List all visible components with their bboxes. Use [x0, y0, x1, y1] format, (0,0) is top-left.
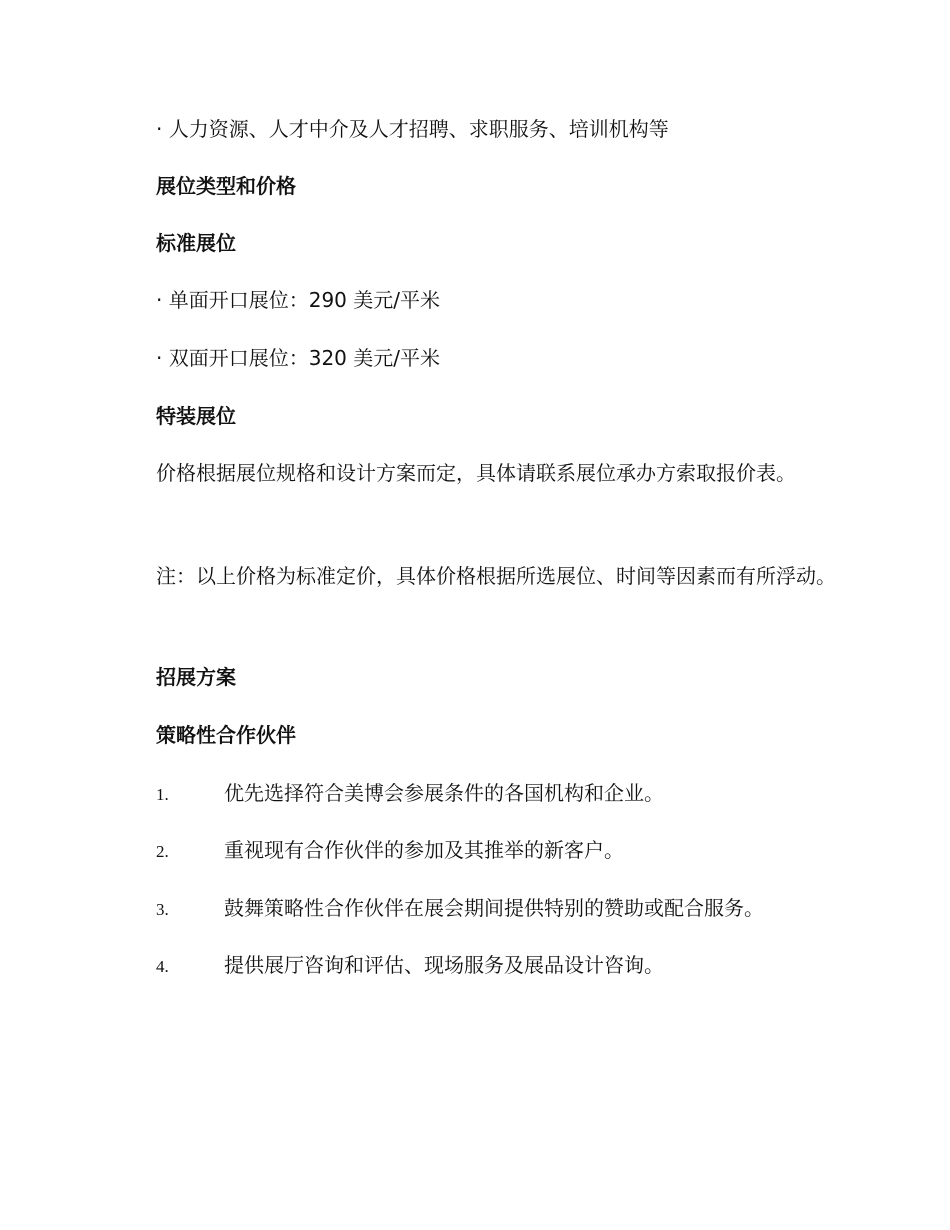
standard-booth-title: 标准展位 [156, 231, 236, 255]
numbered-list-item [156, 894, 764, 924]
booth-section-title: 展位类型和价格 [156, 174, 296, 198]
list-item-text: 提供展厅咨询和评估、现场服务及展品设计咨询。 [224, 953, 664, 977]
list-item-text: 重视现有合作伙伴的参加及其推举的新客户。 [224, 838, 624, 862]
recruit-section-title: 招展方案 [156, 665, 236, 689]
list-item-text: 鼓舞策略性合作伙伴在展会期间提供特别的赞助或配合服务。 [224, 896, 764, 920]
numbered-list-item [156, 951, 664, 981]
special-booth-description: 价格根据展位规格和设计方案而定，具体请联系展位承办方索取报价表。 [156, 461, 796, 485]
price-note: 注：以上价格为标准定价，具体价格根据所选展位、时间等因素而有所浮动。 [156, 564, 836, 588]
list-number: 2. [156, 842, 169, 861]
standard-booth-item-double: · 双面开口展位：320 美元/平米 [156, 346, 440, 370]
list-item-text: 优先选择符合美博会参展条件的各国机构和企业。 [224, 781, 664, 805]
list-number: 3. [156, 900, 169, 919]
special-booth-title: 特装展位 [156, 404, 236, 428]
numbered-list-item [156, 779, 664, 809]
partner-subtitle: 策略性合作伙伴 [156, 723, 296, 747]
industry-bullet: · 人力资源、人才中介及人才招聘、求职服务、培训机构等 [156, 117, 669, 141]
standard-booth-item-single: · 单面开口展位：290 美元/平米 [156, 288, 440, 312]
list-number: 1. [156, 785, 169, 804]
list-number: 4. [156, 957, 169, 976]
numbered-list-item [156, 836, 624, 866]
